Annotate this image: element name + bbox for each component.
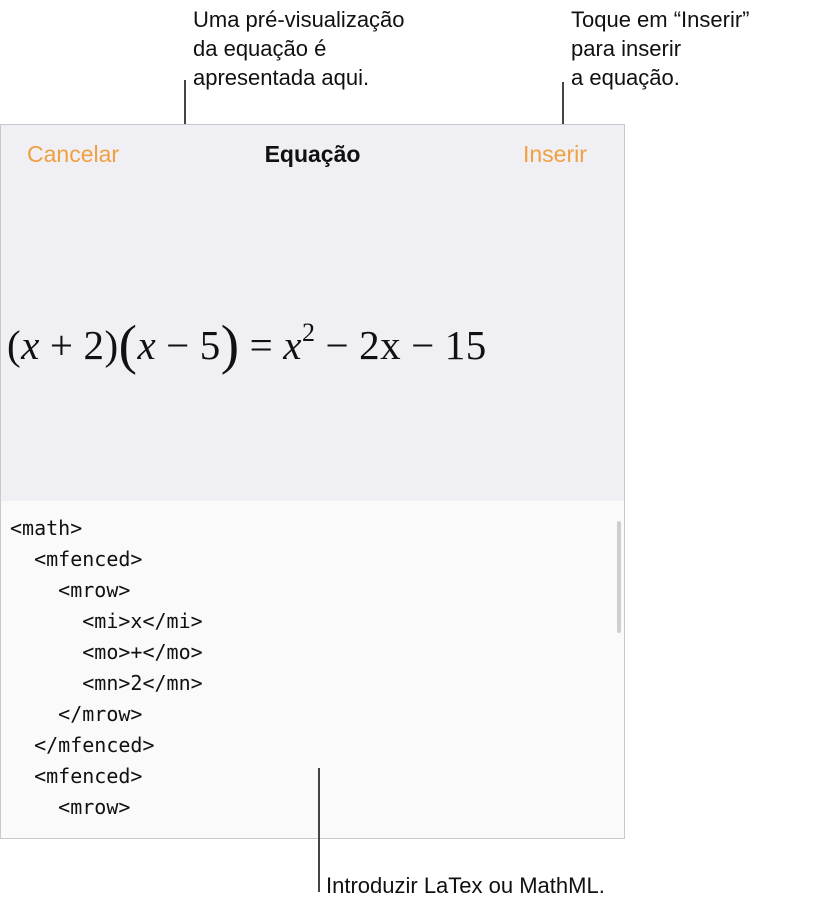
equation-number-5: 5: [199, 322, 221, 368]
equation-panel: [0, 124, 625, 839]
equation-paren-close-2: ): [220, 314, 240, 375]
code-line: </mfenced>: [10, 733, 155, 757]
equation-minus-2: −: [325, 322, 350, 368]
equation-var-x-3: x: [283, 322, 302, 368]
callout-insert-line-2: para inserir: [571, 36, 682, 61]
equation-equals: =: [249, 322, 274, 368]
equation-minus-3: −: [411, 322, 435, 368]
mathml-input[interactable]: [1, 501, 624, 839]
equation-paren-open-2: (: [118, 314, 138, 375]
callout-input-leader: [318, 768, 320, 892]
code-line: <mi>x</mi>: [10, 609, 203, 633]
panel-title: Equação: [264, 141, 361, 167]
code-editor[interactable]: [10, 513, 203, 823]
equation-term-2x: 2x: [359, 322, 402, 368]
code-line: <mn>2</mn>: [10, 671, 203, 695]
equation-minus-1: −: [166, 322, 190, 368]
callout-insert: [571, 5, 750, 92]
equation-preview-area: [1, 125, 624, 501]
insert-button[interactable]: Inserir: [523, 141, 587, 167]
code-line: <mo>+</mo>: [10, 640, 203, 664]
callout-insert-line-1: Toque em “Inserir”: [571, 7, 750, 32]
code-line: <mfenced>: [10, 764, 143, 788]
equation-number-2: 2: [83, 322, 105, 368]
equation-preview: [7, 313, 487, 376]
equation-plus: +: [49, 322, 74, 368]
code-line: <mfenced>: [10, 547, 143, 571]
equation-var-x-2: x: [137, 322, 157, 368]
callout-input-line: Introduzir LaTex ou MathML.: [326, 873, 605, 898]
equation-constant: 15: [444, 322, 487, 368]
code-line: <math>: [10, 516, 83, 540]
scrollbar[interactable]: [617, 521, 621, 633]
code-line: </mrow>: [10, 702, 143, 726]
callout-input: [326, 871, 605, 900]
callout-preview-line-1: Uma pré-visualização: [193, 7, 405, 32]
callout-insert-line-3: a equação.: [571, 65, 680, 90]
callout-preview-line-2: da equação é: [193, 36, 327, 61]
cancel-button[interactable]: Cancelar: [27, 141, 120, 167]
equation-paren-close-1: ): [104, 322, 119, 368]
equation-exponent: 2: [301, 318, 316, 347]
equation-var-x-1: x: [21, 322, 40, 368]
equation-paren-open-1: (: [7, 322, 22, 368]
callout-preview: [193, 5, 405, 92]
code-line: <mrow>: [10, 578, 131, 602]
code-line: <mrow>: [10, 795, 131, 819]
callout-preview-line-3: apresentada aqui.: [193, 65, 370, 90]
